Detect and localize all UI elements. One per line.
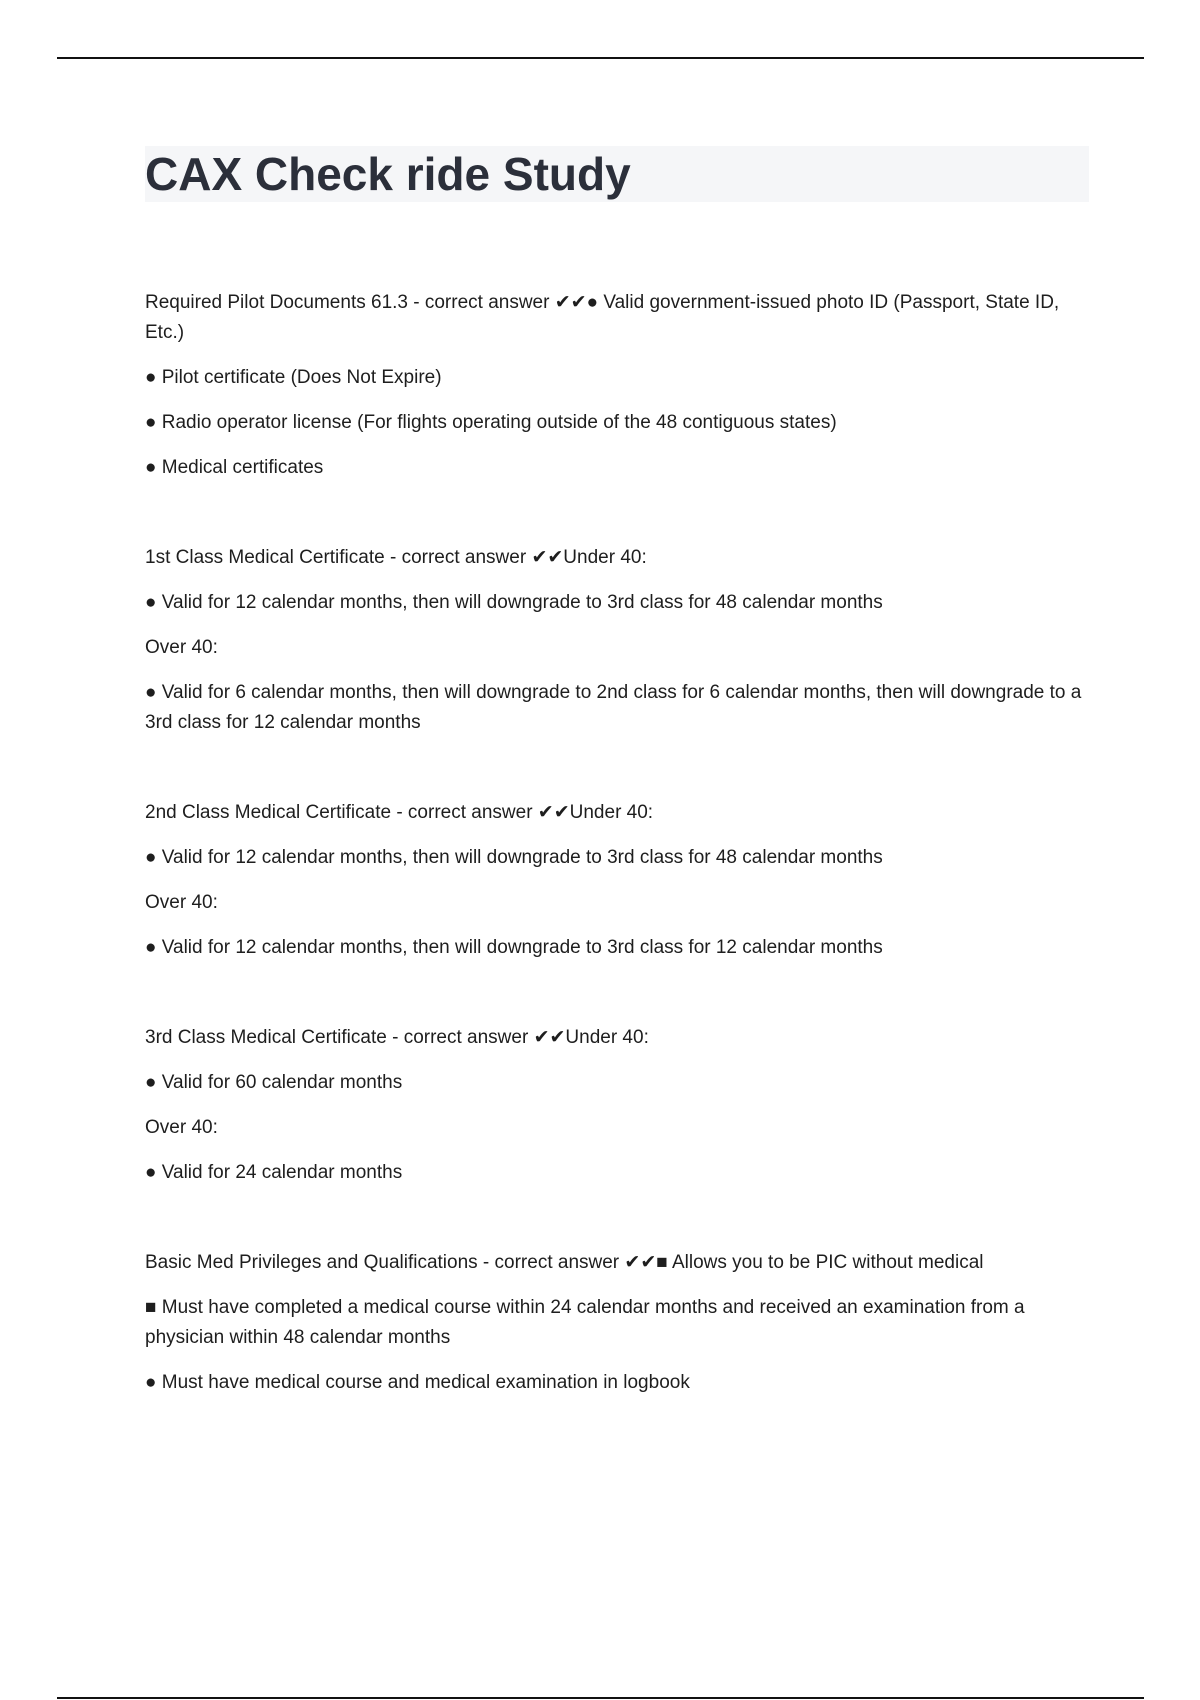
answer-line: Over 40: [145,1117,218,1138]
top-rule [57,57,1144,59]
question-line: Basic Med Privileges and Qualifications - correct answer ✔✔■ Allows you to be PIC without medical [145,1252,984,1273]
answer-line: ● Valid for 6 calendar months, then will downgrade to 2nd class for 6 calendar months, then will downgrade to a 3rd class for 12 calendar months [145,682,1082,733]
document-body [145,288,1089,1458]
answer-line: ● Medical certificates [145,457,324,478]
answer-line: ● Radio operator license (For flights operating outside of the 48 contiguous states) [145,412,837,433]
answer-line: Over 40: [145,892,218,913]
section-basic-med [145,1248,1089,1398]
answer-line: ● Valid for 12 calendar months, then will downgrade to 3rd class for 12 calendar months [145,937,883,958]
answer-line: ● Valid for 12 calendar months, then will downgrade to 3rd class for 48 calendar months [145,847,883,868]
answer-line: ■ Must have completed a medical course within 24 calendar months and received an examination from a physician within 48 calendar months [145,1297,1025,1348]
answer-line: Over 40: [145,637,218,658]
question-line: 1st Class Medical Certificate - correct answer ✔✔Under 40: [145,547,647,568]
section-third-class-medical [145,1023,1089,1188]
section-second-class-medical [145,798,1089,963]
section-required-documents [145,288,1089,483]
answer-line: ● Valid for 12 calendar months, then will downgrade to 3rd class for 48 calendar months [145,592,883,613]
answer-line: ● Valid for 24 calendar months [145,1162,403,1183]
bottom-rule [57,1697,1144,1699]
answer-line: ● Valid for 60 calendar months [145,1072,403,1093]
question-line: 2nd Class Medical Certificate - correct answer ✔✔Under 40: [145,802,654,823]
question-line: Required Pilot Documents 61.3 - correct answer ✔✔● Valid government-issued photo ID (Passport, State ID, Etc.) [145,292,1060,343]
answer-line: ● Must have medical course and medical examination in logbook [145,1372,690,1393]
answer-line: ● Pilot certificate (Does Not Expire) [145,367,442,388]
document-title: CAX Check ride Study [145,148,631,200]
question-line: 3rd Class Medical Certificate - correct answer ✔✔Under 40: [145,1027,649,1048]
section-first-class-medical [145,543,1089,738]
